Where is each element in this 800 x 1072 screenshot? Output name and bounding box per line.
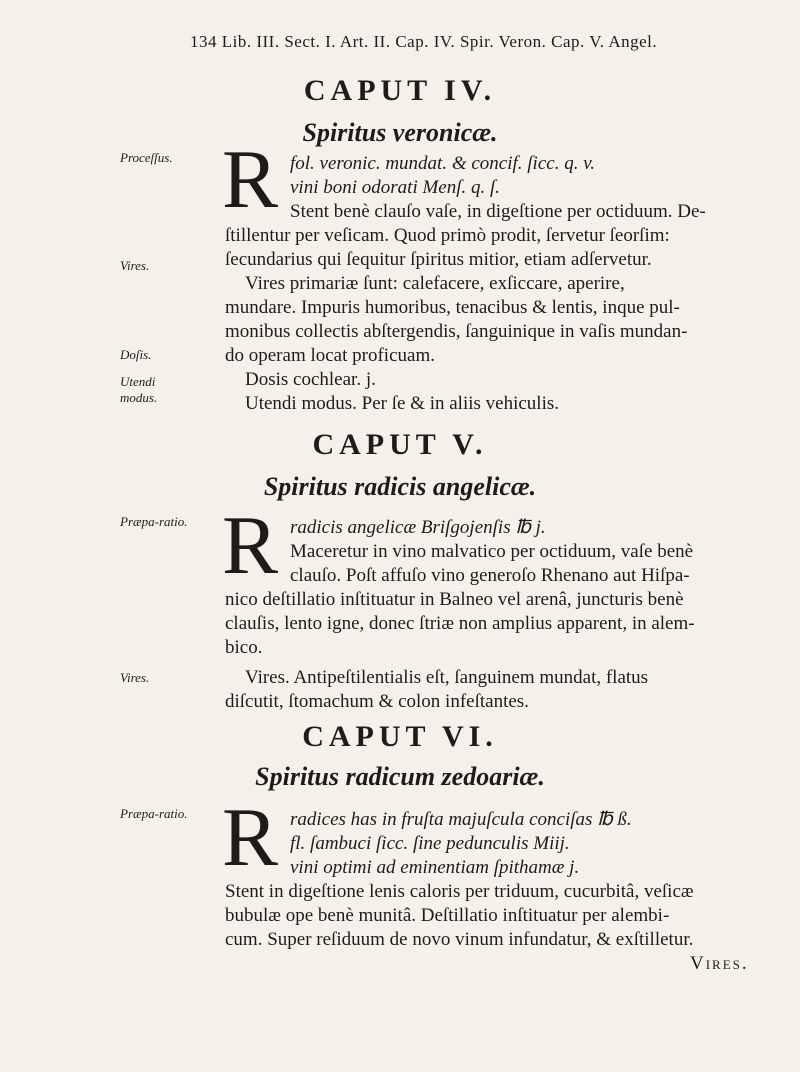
text-line: fol. veronic. mundat. & concif. ſicc. q. v. xyxy=(290,153,595,174)
drop-cap: R xyxy=(222,133,279,226)
text-line: bico. xyxy=(225,637,263,658)
margin-note: Doſis. xyxy=(120,347,152,362)
chapter-title: Spiritus radicum zedoariæ. xyxy=(255,762,545,791)
text-line: clauſis, lento igne, donec ſtriæ non amplius apparent, in alem- xyxy=(225,613,695,634)
text-line: vini optimi ad eminentiam ſpithamæ j. xyxy=(290,857,580,878)
text-line: fl. ſambuci ſicc. ſine pedunculis Miij. xyxy=(290,833,570,854)
chapter-heading: CAPUT VI. xyxy=(302,720,498,753)
margin-note: Vires. xyxy=(120,258,150,273)
text-line: radices has in fruſta majuſcula conciſas ℔ ß. xyxy=(290,809,632,830)
text-line: diſcutit, ſtomachum & colon infeſtantes. xyxy=(225,691,529,712)
text-line: ſtillentur per veſicam. Quod primò prodit, ſervetur ſeorſim: xyxy=(225,225,670,246)
drop-cap: R xyxy=(222,499,279,592)
chapter-title: Spiritus radicis angelicæ. xyxy=(263,472,537,501)
text-line: clauſo. Poſt affuſo vino generoſo Rhenano aut Hiſpa- xyxy=(290,565,690,586)
margin-note: Vires. xyxy=(120,670,150,685)
text-line: cum. Super reſiduum de novo vinum infundatur, & exſtilletur. xyxy=(225,929,694,950)
chapter-heading: CAPUT V. xyxy=(312,428,488,461)
text-line: vini boni odorati Menſ. q. ſ. xyxy=(290,177,501,198)
margin-note: Præpa-ratio. xyxy=(120,806,188,821)
chapter-title: Spiritus veronicæ. xyxy=(302,118,498,147)
drop-cap: R xyxy=(222,791,279,884)
margin-note: Proceſſus. xyxy=(120,150,173,165)
text-line: do operam locat proficuam. xyxy=(225,345,435,366)
margin-note: Præpa-ratio. xyxy=(120,514,188,529)
text-line: Maceretur in vino malvatico per octiduum, vaſe benè xyxy=(290,541,694,562)
chapter-heading: CAPUT IV. xyxy=(303,74,497,107)
margin-note: Utendi modus. xyxy=(120,374,158,405)
text-line: Vires primariæ ſunt: calefacere, exſiccare, aperire, xyxy=(245,273,625,294)
catchword: Vires. xyxy=(690,953,749,974)
text-line: Stent in digeſtione lenis caloris per triduum, cucurbitâ, veſicæ xyxy=(225,881,694,902)
text-line: radicis angelicæ Briſgojenſis ℔ j. xyxy=(290,517,546,538)
running-header: 134 Lib. III. Sect. I. Art. II. Cap. IV. Spir. Veron. Cap. V. Angel. xyxy=(190,32,658,51)
text-line: Vires. Antipeſtilentialis eſt, ſanguinem mundat, flatus xyxy=(245,667,649,688)
text-line: nico deſtillatio inſtituatur in Balneo vel arenâ, juncturis benè xyxy=(225,589,684,610)
text-line: Dosis cochlear. j. xyxy=(245,369,376,390)
text-line: Utendi modus. Per ſe & in aliis vehiculis. xyxy=(245,393,559,414)
text-line: mundare. Impuris humoribus, tenacibus & lentis, inque pul- xyxy=(225,297,680,318)
text-line: monibus collectis abſtergendis, ſanguinique in vaſis mundan- xyxy=(225,321,688,342)
text-line: Stent benè clauſo vaſe, in digeſtione per octiduum. De- xyxy=(290,201,706,222)
text-line: ſecundarius qui ſequitur ſpiritus mitior, etiam adſervetur. xyxy=(225,249,652,270)
text-line: bubulæ ope benè munitâ. Deſtillatio inſtituatur per alembi- xyxy=(225,905,670,926)
